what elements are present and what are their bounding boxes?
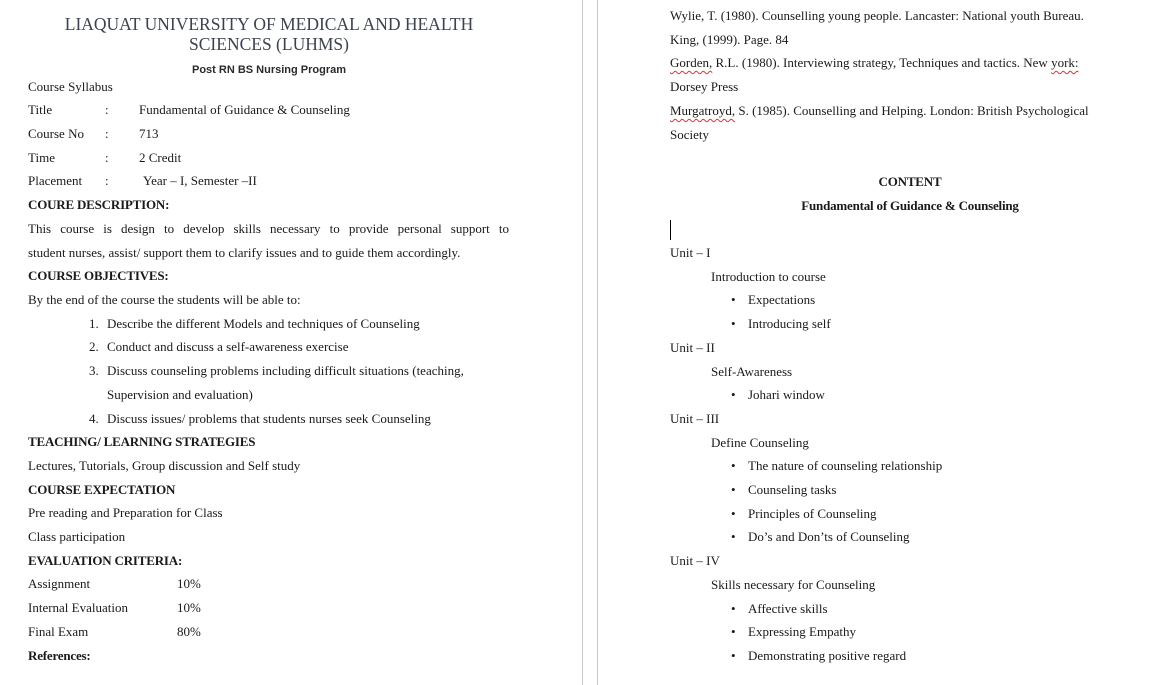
reference-item: Murgatroyd, S. (1985). Counselling and Helping. London: British Psychological [670,103,1089,118]
text-cursor [670,220,671,240]
objective-number: 3. [89,363,99,378]
field-value-time: 2 Credit [139,150,182,165]
field-value-placement: Year – I, Semester –II [143,173,257,188]
course-syllabus-label: Course Syllabus [28,79,113,94]
field-sep: : [105,102,109,117]
description-line-2: student nurses, assist/ support them to clarify issues and to guide them accordingly. [28,245,461,260]
spellcheck-word[interactable]: Murgatroyd, [670,103,736,118]
objective-number: 2. [89,339,99,354]
spellcheck-word[interactable]: Gorden, [670,55,713,70]
description-line-1: This course is design to develop skills necessary to provide personal support to [28,221,509,236]
objective-item: Conduct and discuss a self-awareness exercise [107,339,349,354]
reference-item-continued: Society [670,127,709,142]
objectives-heading: COURSE OBJECTIVES: [28,268,169,283]
field-sep: : [105,126,109,141]
unit-bullet-item: • Expectations [748,290,815,310]
unit-topic: Self-Awareness [711,364,793,379]
objective-number: 4. [89,411,99,426]
evaluation-value: 10% [177,600,201,615]
field-value-title: Fundamental of Guidance & Counseling [139,102,350,117]
objectives-intro: By the end of the course the students will be able to: [28,292,301,307]
field-label-time: Time [28,150,55,165]
objective-item: Describe the different Models and techniques of Counseling [107,316,420,331]
unit-bullet-item: • The nature of counseling relationship [748,456,942,476]
unit-bullet-item: • Expressing Empathy [748,622,856,642]
unit-bullet-item: • Affective skills [748,599,828,619]
unit-bullet-item: • Principles of Counseling [748,504,877,524]
unit-topic: Introduction to course [711,269,826,284]
expectation-item: Pre reading and Preparation for Class [28,505,223,520]
evaluation-value: 10% [177,576,201,591]
page-divider [582,0,583,685]
evaluation-heading: EVALUATION CRITERIA: [28,553,183,568]
content-heading: CONTENT [878,174,942,189]
field-sep: : [105,173,109,188]
program-name: Post RN BS Nursing Program [191,64,347,76]
field-label-course-no: Course No [28,126,84,141]
unit-title: Unit – IV [670,553,720,568]
reference-item: King, (1999). Page. 84 [670,32,789,47]
objective-item: Discuss issues/ problems that students nurses seek Counseling [107,411,431,426]
description-heading: COURE DESCRIPTION: [28,197,170,212]
unit-topic: Define Counseling [711,435,809,450]
objective-item: Discuss counseling problems including difficult situations (teaching, [107,363,464,378]
field-label-title: Title [28,102,53,117]
unit-bullet-item: • Johari window [748,385,825,405]
field-sep: : [105,150,109,165]
unit-title: Unit – II [670,340,715,355]
unit-title: Unit – I [670,245,711,260]
evaluation-label: Final Exam [28,624,89,639]
unit-bullet-item: • Do’s and Don’ts of Counseling [748,527,910,547]
unit-bullet-item: • Counseling tasks [748,480,836,500]
references-heading: References: [28,648,91,663]
content-subheading: Fundamental of Guidance & Counseling [801,198,1019,213]
reference-item: Gorden, R.L. (1980). Interviewing strategy, Techniques and tactics. New york: [670,55,1079,70]
unit-title: Unit – III [670,411,720,426]
evaluation-value: 80% [177,624,201,639]
objective-number: 1. [89,316,99,331]
expectation-item: Class participation [28,529,126,544]
unit-bullet-item: • Demonstrating positive regard [748,646,906,666]
evaluation-label: Assignment [28,576,91,591]
evaluation-label: Internal Evaluation [28,600,128,615]
syllabus-page-right [598,0,1162,685]
university-title: LIAQUAT UNIVERSITY OF MEDICAL AND HEALTH SCIENCES (LUHMS) [64,14,474,54]
unit-bullet-item: • Introducing self [748,314,831,334]
field-label-placement: Placement [28,173,83,188]
objective-item-continued: Supervision and evaluation) [107,387,253,402]
unit-topic: Skills necessary for Counseling [711,577,876,592]
expectation-heading: COURSE EXPECTATION [28,482,176,497]
teaching-text: Lectures, Tutorials, Group discussion and Self study [28,458,301,473]
reference-item: Wylie, T. (1980). Counselling young people. Lancaster: National youth Bureau. [670,8,1084,23]
field-value-course-no: 713 [139,126,159,141]
reference-item-continued: Dorsey Press [670,79,739,94]
teaching-heading: TEACHING/ LEARNING STRATEGIES [28,434,256,449]
spellcheck-word[interactable]: york: [1051,55,1079,70]
